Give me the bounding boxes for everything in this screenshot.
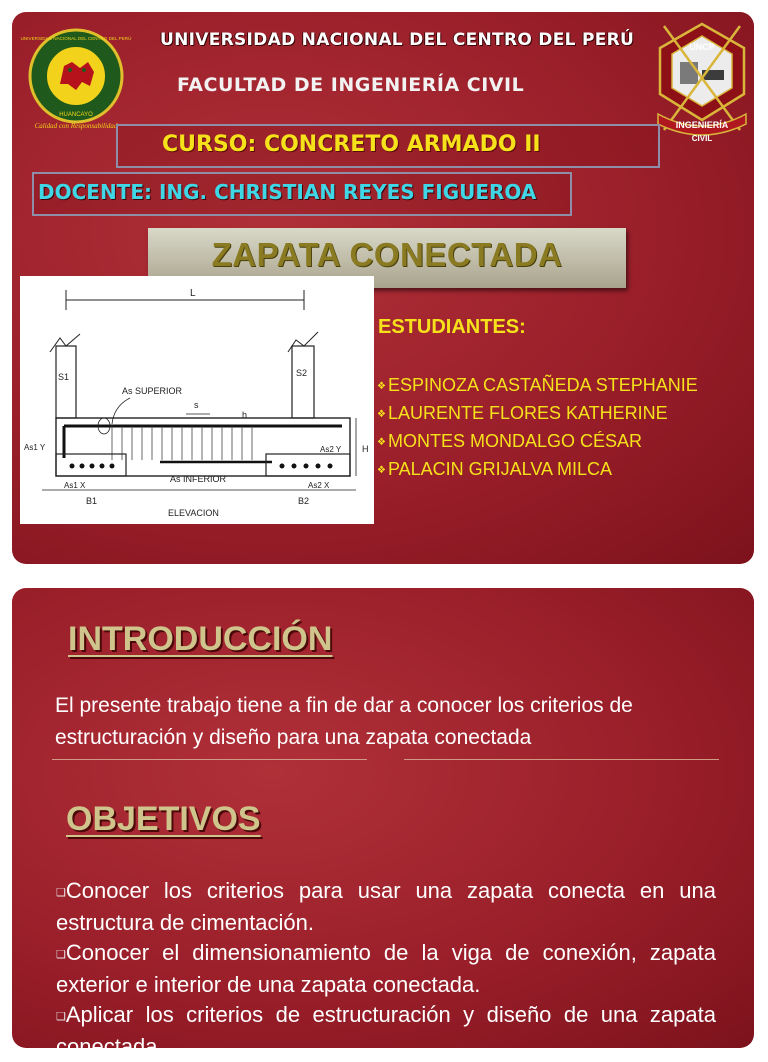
diagram-label: S2	[296, 368, 308, 378]
square-bullet-icon: ❑	[56, 1011, 66, 1023]
stirrups	[112, 426, 252, 460]
divider	[404, 759, 719, 760]
introduction-heading: INTRODUCCIÓN	[68, 620, 333, 658]
student-name: PALACIN GRIJALVA MILCA	[387, 459, 613, 479]
diagram-label: As SUPERIOR	[122, 386, 183, 396]
diagram-label: As1 Y	[24, 443, 46, 452]
list-item	[377, 372, 698, 400]
course-title: CURSO: CONCRETO ARMADO II	[162, 132, 541, 157]
list-item	[56, 938, 716, 1000]
diagram-label: L	[190, 288, 196, 299]
logo-bottom-text: HUANCAYO	[59, 112, 93, 118]
rebar-dots	[70, 464, 333, 469]
student-name: MONTES MONDALGO CÉSAR	[387, 431, 642, 451]
diamond-bullet-icon: ❖	[377, 409, 386, 420]
emblem-band-text: INGENIERÍA	[675, 120, 729, 130]
objectives-heading: OBJETIVOS	[66, 800, 261, 838]
objective-text: Conocer el dimensionamiento de la viga de conexión, zapata exterior e interior de una zapata conectada.	[56, 940, 716, 997]
emblem-top-text: UNCP	[689, 42, 715, 52]
list-item	[377, 400, 698, 428]
footing-elevation-diagram	[20, 276, 374, 524]
diamond-bullet-icon: ❖	[377, 437, 386, 448]
diagram-label: h	[242, 410, 248, 420]
divider	[52, 759, 367, 760]
diagram-caption: ELEVACION	[168, 508, 219, 518]
objectives-list	[56, 876, 716, 1062]
teacher-box	[32, 172, 572, 216]
diagram-label: S1	[58, 372, 70, 382]
list-item	[56, 876, 716, 938]
objective-text: Conocer los criterios para usar una zapata conecta en una estructura de cimentación.	[56, 878, 716, 935]
logo-ring-text: UNIVERSIDAD NACIONAL DEL CENTRO DEL PERÚ	[20, 36, 132, 41]
introduction-text: El presente trabajo tiene a fin de dar a conocer los criterios de estructuración y diseño para una zapata conectada	[55, 694, 633, 749]
diagram-label: As2 X	[308, 481, 330, 490]
list-item	[377, 456, 698, 484]
introduction-slide	[12, 588, 754, 1059]
topic-title: ZAPATA CONECTADA	[211, 236, 563, 273]
objective-text: Aplicar los criterios de estructuración y diseño de una zapata conectada.	[56, 1002, 716, 1059]
emblem-bottom-text: CIVIL	[691, 134, 713, 143]
university-logo	[20, 26, 132, 130]
faculty-title: FACULTAD DE INGENIERÍA CIVIL	[177, 74, 525, 96]
teacher-name: DOCENTE: ING. CHRISTIAN REYES FIGUEROA	[38, 180, 537, 204]
diamond-bullet-icon: ❖	[377, 381, 386, 392]
diagram-label: H	[362, 444, 369, 454]
students-list	[377, 372, 698, 484]
diagram-label: As1 X	[64, 481, 86, 490]
university-title: UNIVERSIDAD NACIONAL DEL CENTRO DEL PERÚ	[160, 30, 635, 50]
students-heading: ESTUDIANTES:	[378, 316, 526, 338]
diagram-label: As2 Y	[320, 445, 342, 454]
logo-caption: Calidad con Responsabilidad	[34, 122, 118, 130]
list-item	[56, 1000, 716, 1062]
diagram-label: s	[194, 400, 199, 410]
diagram-label: As INFERIOR	[170, 474, 227, 484]
list-item	[377, 428, 698, 456]
square-bullet-icon: ❑	[56, 887, 66, 899]
diagram-label: B2	[298, 496, 310, 506]
title-slide	[12, 12, 754, 564]
faculty-emblem	[650, 18, 754, 144]
student-name: LAURENTE FLORES KATHERINE	[387, 403, 668, 423]
diagram-label: B1	[86, 496, 98, 506]
square-bullet-icon: ❑	[56, 949, 66, 961]
course-box	[116, 124, 660, 168]
diamond-bullet-icon: ❖	[377, 465, 386, 476]
student-name: ESPINOZA CASTAÑEDA STEPHANIE	[387, 375, 698, 395]
